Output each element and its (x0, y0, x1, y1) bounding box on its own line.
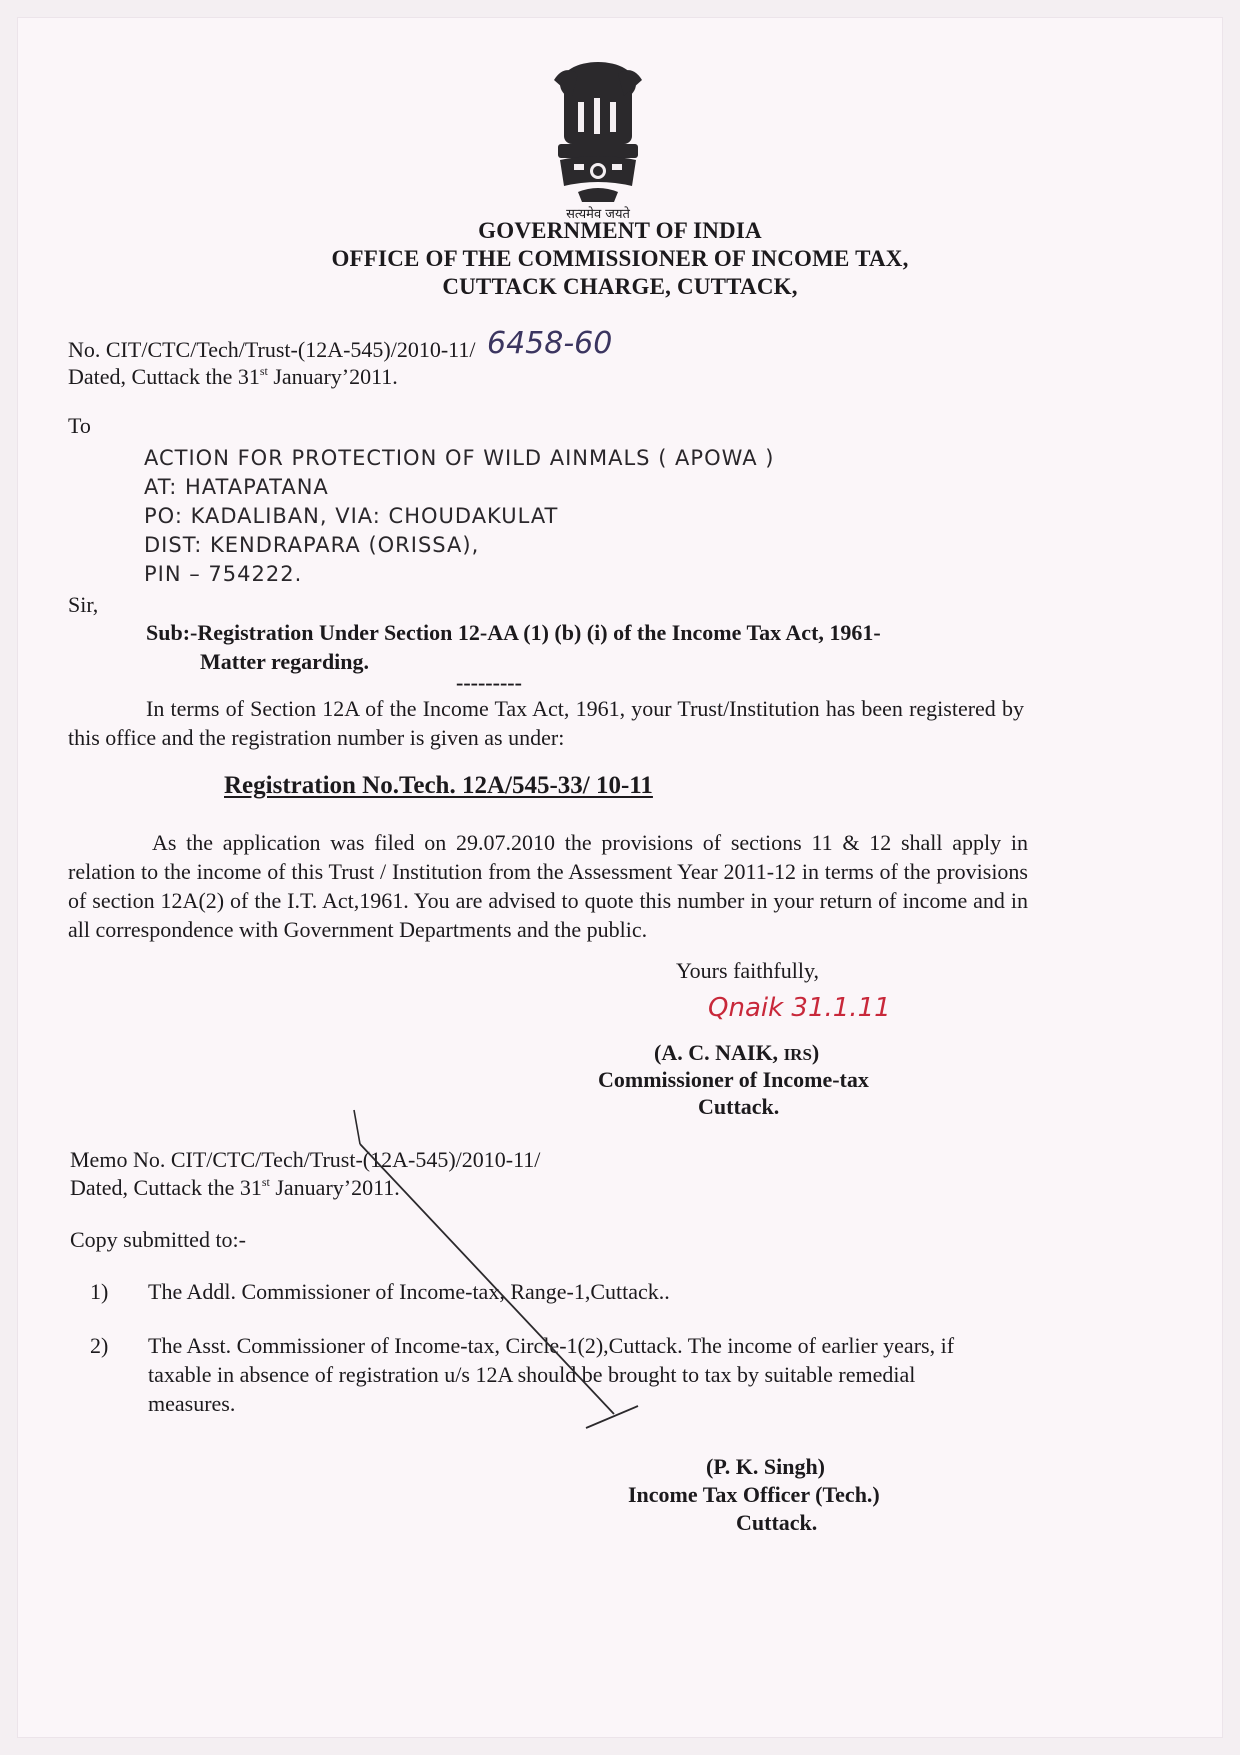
memo-date-sup: st (261, 1175, 270, 1189)
reference-date-prefix: Dated, Cuttack the 31 (68, 364, 260, 389)
reference-date-sup: st (259, 364, 268, 378)
reference-date-suffix: January’2011. (267, 364, 398, 389)
address-line: PO: KADALIBAN, VIA: CHOUDAKULAT (144, 504, 559, 528)
copy-item-number: 1) (90, 1279, 109, 1304)
pen-strike-mark (18, 18, 1222, 1737)
officer-title: Income Tax Officer (Tech.) (628, 1482, 880, 1507)
handwritten-number: 6458-60 (486, 326, 613, 361)
paragraph-provisions: As the application was filed on 29.07.2010 the provisions of sections 11 & 12 shall apply in relation to the income of this Trust / Institution from the Assessment Year 2011-12 in terms of the provisions of section 12A(2) of the I.T. Act,1961. You are advised to quote this number in your return of income and in all correspondence with Government Departments and the public. (68, 830, 1028, 942)
registration-number: Registration No.Tech. 12A/545-33/ 10-11 (224, 772, 653, 799)
address-line: PIN – 754222. (144, 562, 303, 586)
header-line-3: CUTTACK CHARGE, CUTTACK, (442, 274, 798, 299)
address-line: DIST: KENDRAPARA (ORISSA), (144, 533, 480, 557)
memo-date-prefix: Dated, Cuttack the 31 (70, 1175, 262, 1200)
officer-place: Cuttack. (736, 1510, 818, 1535)
recipient-to: To (68, 413, 91, 438)
commissioner-place: Cuttack. (698, 1094, 780, 1119)
commissioner-name-close: ) (811, 1040, 820, 1065)
subject-line-1: Sub:-Registration Under Section 12-AA (1) (b) (i) of the Income Tax Act, 1961- (146, 620, 881, 645)
officer-name: (P. K. Singh) (706, 1454, 826, 1479)
address-line: AT: HATAPATANA (144, 475, 329, 499)
letter-page (18, 18, 1222, 1737)
copy-submitted-label: Copy submitted to:- (70, 1227, 246, 1252)
memo-number: Memo No. CIT/CTC/Tech/Trust-(12A-545)/2010-11/ (70, 1147, 541, 1172)
reference-number-text: No. CIT/CTC/Tech/Trust-(12A-545)/2010-11/ (68, 337, 476, 362)
salutation: Sir, (68, 592, 99, 617)
commissioner-name-main: (A. C. NAIK, (654, 1040, 784, 1065)
closing: Yours faithfully, (676, 958, 820, 983)
header-line-2: OFFICE OF THE COMMISSIONER OF INCOME TAX, (331, 246, 909, 271)
commissioner-title: Commissioner of Income-tax (598, 1067, 869, 1092)
copy-item-number: 2) (90, 1333, 109, 1358)
subject-line-2: Matter regarding. (200, 649, 370, 674)
copy-item-text: The Addl. Commissioner of Income-tax, Range-1,Cuttack.. (148, 1279, 670, 1304)
emblem-motto: सत्यमेव जयते (566, 207, 630, 222)
header-line-1: GOVERNMENT OF INDIA (478, 218, 762, 243)
paragraph-registration-notice: In terms of Section 12A of the Income Tax Act, 1961, your Trust/Institution has been registered by this office and the registration number is given as under: (68, 696, 1024, 750)
commissioner-irs: IRS (783, 1045, 812, 1064)
memo-date-suffix: January’2011. (269, 1175, 400, 1200)
subject-separator: --------- (456, 670, 522, 695)
address-line: ACTION FOR PROTECTION OF WILD AINMALS ( APOWA ) (144, 446, 775, 470)
signature-commissioner: Qnaik 31.1.11 (708, 993, 891, 1023)
copy-item-text: The Asst. Commissioner of Income-tax, Circle-1(2),Cuttack. The income of earlier years, if taxable in absence of registration u/s 12A should be brought to tax by suitable remedial measures. (148, 1333, 955, 1416)
